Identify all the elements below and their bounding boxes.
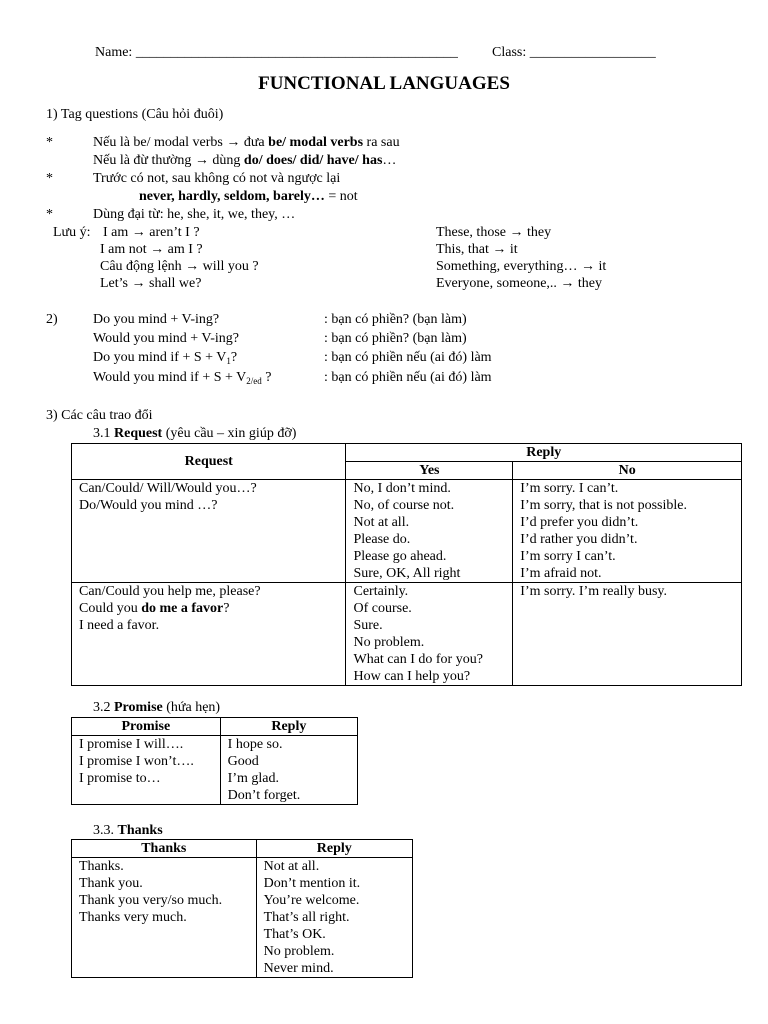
thanks-table [71,839,413,978]
request-header: Request [72,444,346,480]
request-cell: Can/Could you help me, please? Could you do me a favor? I need a favor. [72,583,346,686]
thanks-subheading: 3.3. Thanks [93,823,163,838]
rule-not: Trước có not, sau không có not và ngược lại [93,171,341,186]
bullet-1: * [46,135,53,150]
mind-right-4: : bạn có phiền nếu (ai đó) làm [324,370,492,385]
promise-reply-cell: I hope so. Good I’m glad. Don’t forget. [220,736,357,805]
thanks-header: Thanks [72,840,257,858]
page-title: FUNCTIONAL LANGUAGES [258,73,510,94]
note-left-4: Let’s → shall we? [100,276,202,291]
table-row [72,480,742,583]
rule-negative-words: never, hardly, seldom, barely… = not [139,189,358,204]
table-row [72,583,742,686]
request-table [71,443,742,686]
mind-left-1: Do you mind + V-ing? [93,312,220,327]
bullet-3: * [46,207,53,222]
bullet-2: * [46,171,53,186]
note-right-4: Everyone, someone,.. → they [436,276,603,291]
rule-pronouns: Dùng đại từ: he, she, it, we, they, … [93,207,296,222]
thanks-reply-cell: Not at all. Don’t mention it. You’re welcome. That’s all right. That’s OK. No problem. Never mind. [256,858,412,978]
note-right-2: This, that → it [436,242,518,257]
note-right-1: These, those → they [436,225,552,240]
thanks-cell: Thanks. Thank you. Thank you very/so much. Thanks very much. [72,858,257,978]
no-cell: I’m sorry. I’m really busy. [513,583,742,686]
rule-ordinary-verb: Nếu là đừ thường → dùng do/ does/ did/ have/ has… [93,153,397,168]
yes-header: Yes [346,462,513,480]
name-field-label: Name: ______________________________________________ [95,45,458,60]
mind-left-2: Would you mind + V-ing? [93,331,239,346]
mind-right-2: : bạn có phiền? (bạn làm) [324,331,467,346]
reply-header: Reply [346,444,742,462]
request-cell: Can/Could/ Will/Would you…? Do/Would you mind …? [72,480,346,583]
note-right-3: Something, everything… → it [436,259,607,274]
no-header: No [513,462,742,480]
section2-number: 2) [46,312,58,327]
table-row [72,858,413,978]
thanks-reply-header: Reply [256,840,412,858]
section3-heading: 3) Các câu trao đổi [46,408,153,423]
mind-left-3: Do you mind if + $S + V_1$? [93,350,238,366]
note-left-2: I am not → am I ? [100,242,203,257]
mind-right-3: : bạn có phiền nếu (ai đó) làm [324,350,492,365]
promise-reply-header: Reply [220,718,357,736]
promise-table [71,717,358,805]
promise-subheading: 3.2 Promise (hứa hẹn) [93,700,221,715]
mind-left-4: Would you mind if + $S + V_{2/ed}$ ? [93,370,272,386]
note-left-1: I am → aren’t I ? [103,225,200,240]
table-row [72,736,358,805]
class-field-label: Class: __________________ [492,45,656,60]
no-cell: I’m sorry. I can’t. I’m sorry, that is not possible. I’d prefer you didn’t. I’d rather you didn’t. I’m sorry I can’t. I’m afraid not. [513,480,742,583]
note-left-3: Câu động lệnh → will you ? [100,259,259,274]
yes-cell: Certainly. Of course. Sure. No problem. What can I do for you? How can I help you? [346,583,513,686]
promise-cell: I promise I will…. I promise I won’t…. I promise to… [72,736,221,805]
section1-heading: 1) Tag questions (Câu hỏi đuôi) [46,107,224,122]
note-label: Lưu ý: [53,225,91,240]
request-subheading: 3.1 Request (yêu cầu – xin giúp đỡ) [93,426,297,441]
rule-be-modal: Nếu là be/ modal verbs → đưa be/ modal verbs ra sau [93,135,400,150]
yes-cell: No, I don’t mind. No, of course not. Not at all. Please do. Please go ahead. Sure, OK, All right [346,480,513,583]
promise-header: Promise [72,718,221,736]
mind-right-1: : bạn có phiền? (bạn làm) [324,312,467,327]
